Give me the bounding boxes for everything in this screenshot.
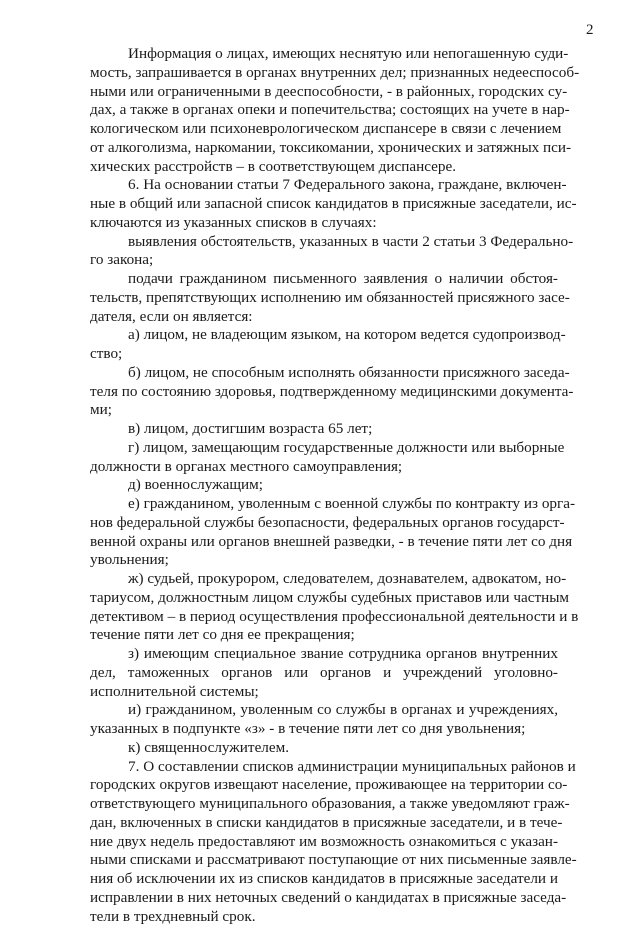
text-line: го закона; bbox=[90, 251, 154, 269]
text-line: ными списками и рассматривают поступающие от них письменные заявле- bbox=[90, 851, 577, 869]
text-line: ными или ограниченными в дееспособности, - в районных, городских су- bbox=[90, 82, 568, 100]
text-line: теля по состоянию здоровья, подтвержденному медицинскими документа- bbox=[90, 382, 574, 400]
text-line: а) лицом, не владеющим языком, на котором ведется судопроизвод- bbox=[128, 326, 566, 344]
text-line: указанных в подпункте «з» - в течение пяти лет со дня увольнения; bbox=[90, 720, 526, 737]
text-line: 6. На основании статьи 7 Федерального закона, граждане, включен- bbox=[128, 176, 567, 194]
text-line: Информация о лицах, имеющих неснятую или непогашенную суди- bbox=[128, 45, 569, 62]
text-line: б) лицом, не способным исполнять обязанности присяжного заседа- bbox=[128, 363, 570, 381]
text-line: подачи гражданином письменного заявления о наличии обстоя- bbox=[128, 270, 558, 287]
text-line: исправлении в них неточных сведений о кандидатах в присяжные заседа- bbox=[90, 888, 567, 906]
text-line: должности в органах местного самоуправления; bbox=[90, 457, 403, 475]
text-line: е) гражданином, уволенным с военной службы по контракту из орга- bbox=[128, 495, 576, 512]
text-line: дах, а также в органах опеки и попечительства; состоящих на учете в нар- bbox=[90, 101, 570, 119]
text-line: ные в общий или запасной список кандидатов в присяжные заседатели, ис- bbox=[90, 195, 577, 212]
text-line: от алкоголизма, наркомании, токсикомании, хронических и затяжных пси- bbox=[90, 138, 572, 156]
text-line: ство; bbox=[90, 345, 123, 362]
text-line: ж) судьей, прокурором, следователем, дознавателем, адвокатом, но- bbox=[128, 570, 567, 587]
page-number: 2 bbox=[586, 22, 594, 38]
text-line: ния об исключении их из списков кандидатов в присяжные заседатели и bbox=[90, 870, 558, 887]
text-line: дан, включенных в списки кандидатов в присяжные заседатели, и в тече- bbox=[90, 813, 563, 831]
text-line: кологическом или психоневрологическом диспансере в связи с лечением bbox=[90, 120, 562, 137]
text-line: дателя, если он является: bbox=[90, 307, 253, 325]
text-line: детективом – в период осуществления профессиональной деятельности и в bbox=[90, 607, 579, 625]
text-line: к) священнослужителем. bbox=[128, 738, 290, 756]
text-line: тели в трехдневный срок. bbox=[90, 907, 256, 925]
text-line: и) гражданином, уволенным со службы в органах и учреждениях, bbox=[128, 701, 558, 719]
text-line: з) имеющим специальное звание сотрудника органов внутренних bbox=[128, 645, 558, 662]
text-line: мость, запрашивается в органах внутренних дел; признанных недееспособ- bbox=[90, 63, 580, 81]
text-line: в) лицом, достигшим возраста 65 лет; bbox=[128, 420, 373, 437]
text-line: увольнения; bbox=[90, 551, 169, 569]
text-line: исполнительной системы; bbox=[90, 682, 259, 700]
text-line: тариусом, должностным лицом службы судебных приставов или частным bbox=[90, 588, 570, 606]
text-line: д) военнослужащим; bbox=[128, 476, 263, 494]
text-line: городских округов извещают население, проживающее на территории со- bbox=[90, 776, 568, 794]
text-line: ключаются из указанных списков в случаях: bbox=[90, 213, 377, 231]
text-line: 7. О составлении списков администрации муниципальных районов и bbox=[128, 757, 576, 775]
text-line: тельств, препятствующих исполнению им обязанностей присяжного засе- bbox=[90, 288, 570, 306]
text-line: выявления обстоятельств, указанных в части 2 статьи 3 Федерально- bbox=[128, 232, 574, 250]
text-line: венной охраны или органов внешней разведки, - в течение пяти лет со дня bbox=[90, 532, 573, 550]
text-line: ответствующего муниципального образования, а также уведомляют граж- bbox=[90, 795, 570, 812]
text-line: ние двух недель предоставляют им возможность ознакомиться с указан- bbox=[90, 832, 558, 850]
text-line: хических расстройств – в соответствующем диспансере. bbox=[90, 157, 456, 175]
text-line: ми; bbox=[90, 401, 112, 419]
text-line: нов федеральной службы безопасности, федеральных органов государст- bbox=[90, 513, 565, 531]
text-line: г) лицом, замещающим государственные должности или выборные bbox=[128, 438, 565, 456]
text-line: течение пяти лет со дня ее прекращения; bbox=[90, 626, 355, 644]
text-line: дел, таможенных органов или органов и учреждений уголовно- bbox=[90, 663, 558, 681]
